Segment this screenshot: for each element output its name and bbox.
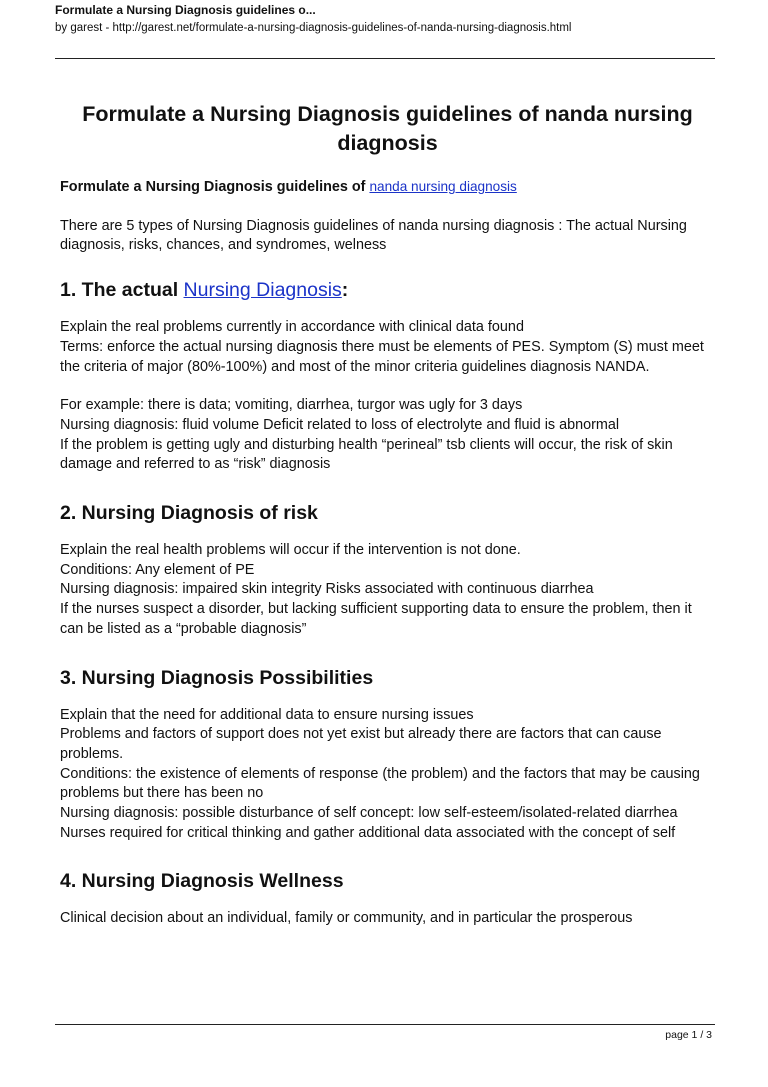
intro-paragraph: There are 5 types of Nursing Diagnosis guidelines of nanda nursing diagnosis : The actual Nursing diagnosis, risks, chances, and syndromes, welness [60,217,687,254]
page-number: page 1 / 3 [665,1029,712,1041]
section-3-line: Nurses required for critical thinking and gather additional data associated with the concept of self [60,824,676,841]
nanda-link[interactable]: nanda nursing diagnosis [369,179,517,194]
document-body [60,100,715,929]
section-1-heading [60,278,715,302]
header-divider [55,58,715,59]
section-3-line: Problems and factors of support does not yet exist but already there are factors that can cause problems. [60,726,662,762]
section-2-line: Nursing diagnosis: impaired skin integrity Risks associated with continuous diarrhea [60,581,594,598]
header-title: Formulate a Nursing Diagnosis guidelines o... [55,3,316,17]
section-1-example-line: If the problem is getting ugly and disturbing health “perineal” tsb clients will occur, the risk of skin damage and referred to as “risk” diagnosis [60,436,673,473]
section-2-line: Conditions: Any element of PE [60,561,255,578]
document-title: Formulate a Nursing Diagnosis guidelines of nanda nursing diagnosis [82,102,693,155]
lead-text: Formulate a Nursing Diagnosis guidelines of [60,179,370,195]
section-3-line: Conditions: the existence of elements of response (the problem) and the factors that may be causing problems but there has been no [60,765,700,802]
section-4-line: Clinical decision about an individual, family or community, and in particular the prosperous [60,910,633,927]
header-byline: by garest - http://garest.net/formulate-a-nursing-diagnosis-guidelines-of-nanda-nursing-diagnosis.html [55,22,572,34]
section-2-line: Explain the real health problems will occur if the intervention is not done. [60,542,521,559]
section-4-heading: 4. Nursing Diagnosis Wellness [60,870,344,893]
section-3-line: Nursing diagnosis: possible disturbance of self concept: low self-esteem/isolated-related diarrhea [60,805,678,822]
section-2-line: If the nurses suspect a disorder, but lacking sufficient supporting data to ensure the problem, then it can be listed as a “probable diagnosis” [60,601,692,637]
section-1-line: Explain the real problems currently in accordance with clinical data found [60,319,524,336]
section-1-line: Terms: enforce the actual nursing diagnosis there must be elements of PES. Symptom (S) must meet the criteria of major (80%-100%) and most of the minor criteria guidelines diagnosis NANDA. [60,338,704,375]
lead-line [60,177,715,198]
section-2-heading: 2. Nursing Diagnosis of risk [60,502,318,525]
page-header [55,2,715,37]
nursing-diagnosis-link[interactable]: Nursing Diagnosis [183,279,342,302]
section-1-example-line: For example: there is data; vomiting, diarrhea, turgor was ugly for 3 days [60,397,523,414]
section-3-line: Explain that the need for additional data to ensure nursing issues [60,706,474,723]
section-1-heading-prefix: 1. The actual [60,279,184,302]
footer-divider [55,1024,715,1025]
section-1-heading-suffix: : [341,279,349,302]
section-1-example-line: Nursing diagnosis: fluid volume Deficit related to loss of electrolyte and fluid is abnormal [60,416,620,433]
section-3-heading: 3. Nursing Diagnosis Possibilities [60,666,374,689]
